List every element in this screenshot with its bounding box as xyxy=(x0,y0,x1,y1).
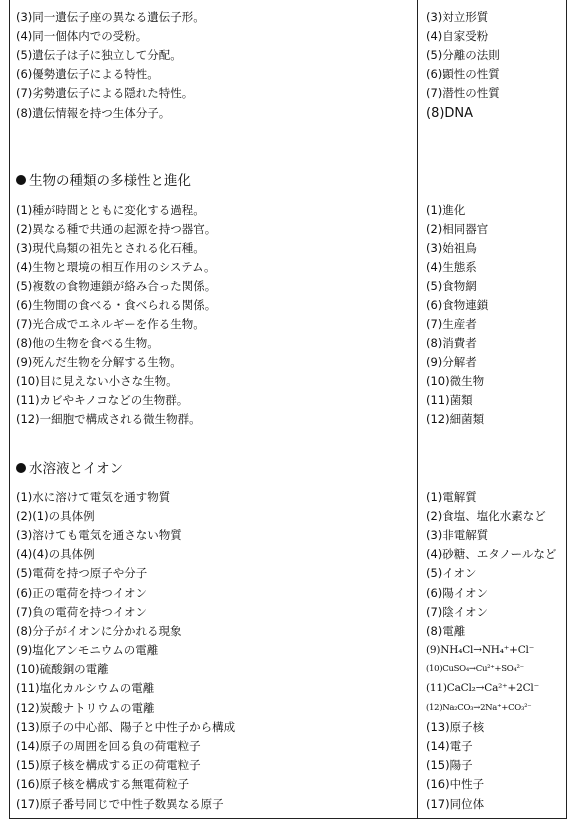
qa-row xyxy=(10,488,566,507)
question-text: (1)種が時間とともに変化する過程。 xyxy=(16,203,205,217)
qa-row xyxy=(10,756,566,775)
qa-row xyxy=(10,353,566,372)
question-text: (3)同一遺伝子座の異なる遺伝子形。 xyxy=(16,10,205,24)
question-text: (5)複数の食物連鎖が絡み合った関係。 xyxy=(16,279,217,293)
answer-text: (12)細菌類 xyxy=(426,412,485,426)
question-text: (6)正の電荷を持つイオン xyxy=(16,586,147,600)
answer-text: (8)DNA xyxy=(426,106,474,121)
answer-text: (9)NH₄Cl→NH₄⁺+Cl⁻ xyxy=(426,644,535,656)
question-text: (2)(1)の具体例 xyxy=(16,509,95,523)
answer-text: (11)菌類 xyxy=(426,393,473,407)
question-text: (3)溶けても電気を通さない物質 xyxy=(16,528,182,542)
answer-text: (16)中性子 xyxy=(426,777,485,791)
qa-table xyxy=(9,0,567,819)
qa-row xyxy=(10,564,566,583)
qa-row xyxy=(10,660,566,679)
question-text: (10)目に見えない小さな生物。 xyxy=(16,374,178,388)
qa-row xyxy=(10,737,566,756)
qa-row xyxy=(10,334,566,353)
qa-row xyxy=(10,391,566,410)
answer-text: (7)潜性の性質 xyxy=(426,86,500,100)
qa-row xyxy=(10,679,566,698)
question-text: (6)優勢遺伝子による特性。 xyxy=(16,67,159,81)
answer-text: (6)食物連鎖 xyxy=(426,298,489,312)
qa-row xyxy=(10,84,566,103)
answer-text: (8)電離 xyxy=(426,624,466,638)
answer-text: (7)生産者 xyxy=(426,317,477,331)
answer-text: (5)イオン xyxy=(426,566,477,580)
qa-row xyxy=(10,104,566,123)
section-heading xyxy=(16,170,191,192)
answer-text: (5)食物網 xyxy=(426,279,477,293)
section-heading-text: 水溶液とイオン xyxy=(29,461,124,477)
question-text: (8)分子がイオンに分かれる現象 xyxy=(16,624,182,638)
qa-row xyxy=(10,545,566,564)
answer-text: (5)分離の法則 xyxy=(426,48,500,62)
answer-text: (13)原子核 xyxy=(426,720,485,734)
question-text: (13)原子の中心部、陽子と中性子から構成 xyxy=(16,720,236,734)
bullet-icon xyxy=(16,463,26,473)
question-text: (15)原子核を構成する正の荷電粒子 xyxy=(16,758,201,772)
answer-text: (12)Na₂CO₃→2Na⁺+CO₃²⁻ xyxy=(426,703,532,713)
question-text: (3)現代鳥類の祖先とされる化石種。 xyxy=(16,241,205,255)
answer-text: (15)陽子 xyxy=(426,758,473,772)
qa-row xyxy=(10,8,566,27)
qa-row xyxy=(10,526,566,545)
qa-row xyxy=(10,296,566,315)
question-text: (6)生物間の食べる・食べられる関係。 xyxy=(16,298,217,312)
answer-text: (3)非電解質 xyxy=(426,528,489,542)
answer-text: (7)陰イオン xyxy=(426,605,488,619)
question-text: (1)水に溶けて電気を通す物質 xyxy=(16,490,171,504)
qa-row xyxy=(10,699,566,718)
qa-row xyxy=(10,315,566,334)
question-text: (9)塩化アンモニウムの電離 xyxy=(16,643,159,657)
answer-text: (14)電子 xyxy=(426,739,473,753)
question-text: (8)他の生物を食べる生物。 xyxy=(16,336,159,350)
answer-text: (4)生態系 xyxy=(426,260,477,274)
question-text: (12)一細胞で構成される微生物群。 xyxy=(16,412,201,426)
answer-text: (6)顕性の性質 xyxy=(426,67,500,81)
answer-text: (2)食塩、塩化水素など xyxy=(426,509,546,523)
question-text: (10)硫酸銅の電離 xyxy=(16,662,109,676)
qa-row xyxy=(10,410,566,429)
qa-row xyxy=(10,718,566,737)
qa-row xyxy=(10,27,566,46)
answer-text: (4)自家受粉 xyxy=(426,29,489,43)
question-text: (4)同一個体内での受粉。 xyxy=(16,29,148,43)
qa-row xyxy=(10,775,566,794)
question-text: (11)カビやキノコなどの生物群。 xyxy=(16,393,189,407)
question-text: (14)原子の周囲を回る負の荷電粒子 xyxy=(16,739,201,753)
question-text: (5)電荷を持つ原子や分子 xyxy=(16,566,148,580)
qa-row xyxy=(10,220,566,239)
question-text: (4)生物と環境の相互作用のシステム。 xyxy=(16,260,216,274)
bullet-icon xyxy=(16,175,26,185)
qa-row xyxy=(10,372,566,391)
section-heading-text: 生物の種類の多様性と進化 xyxy=(29,173,191,189)
answer-text: (10)微生物 xyxy=(426,374,485,388)
question-text: (12)炭酸ナトリウムの電離 xyxy=(16,701,155,715)
answer-text: (4)砂糖、エタノールなど xyxy=(426,547,557,561)
answer-text: (2)相同器官 xyxy=(426,222,489,236)
question-text: (5)遺伝子は子に独立して分配。 xyxy=(16,48,182,62)
qa-row xyxy=(10,603,566,622)
qa-row xyxy=(10,277,566,296)
qa-row xyxy=(10,46,566,65)
qa-row xyxy=(10,584,566,603)
question-text: (9)死んだ生物を分解する生物。 xyxy=(16,355,182,369)
qa-row xyxy=(10,258,566,277)
qa-row xyxy=(10,239,566,258)
question-text: (16)原子核を構成する無電荷粒子 xyxy=(16,777,190,791)
answer-text: (3)始祖鳥 xyxy=(426,241,477,255)
question-text: (7)負の電荷を持つイオン xyxy=(16,605,147,619)
question-text: (7)劣勢遺伝子による隠れた特性。 xyxy=(16,86,194,100)
question-text: (2)異なる種で共通の起源を持つ器官。 xyxy=(16,222,217,236)
answer-text: (11)CaCl₂→Ca²⁺+2Cl⁻ xyxy=(426,682,539,694)
answer-text: (3)対立形質 xyxy=(426,10,489,24)
qa-row xyxy=(10,622,566,641)
answer-text: (9)分解者 xyxy=(426,355,477,369)
qa-row xyxy=(10,201,566,220)
section-heading xyxy=(16,458,123,480)
question-text: (7)光合成でエネルギーを作る生物。 xyxy=(16,317,205,331)
question-text: (17)原子番号同じで中性子数異なる原子 xyxy=(16,797,224,811)
answer-text: (17)同位体 xyxy=(426,797,485,811)
answer-text: (10)CuSO₄→Cu²⁺+SO₄²⁻ xyxy=(426,664,524,674)
question-text: (11)塩化カルシウムの電離 xyxy=(16,681,155,695)
qa-row xyxy=(10,65,566,84)
qa-row xyxy=(10,507,566,526)
qa-row xyxy=(10,795,566,814)
answer-text: (8)消費者 xyxy=(426,336,477,350)
question-text: (4)(4)の具体例 xyxy=(16,547,95,561)
answer-text: (6)陽イオン xyxy=(426,586,488,600)
question-text: (8)遺伝情報を持つ生体分子。 xyxy=(16,106,171,120)
answer-text: (1)電解質 xyxy=(426,490,477,504)
qa-row xyxy=(10,641,566,660)
answer-text: (1)進化 xyxy=(426,203,466,217)
